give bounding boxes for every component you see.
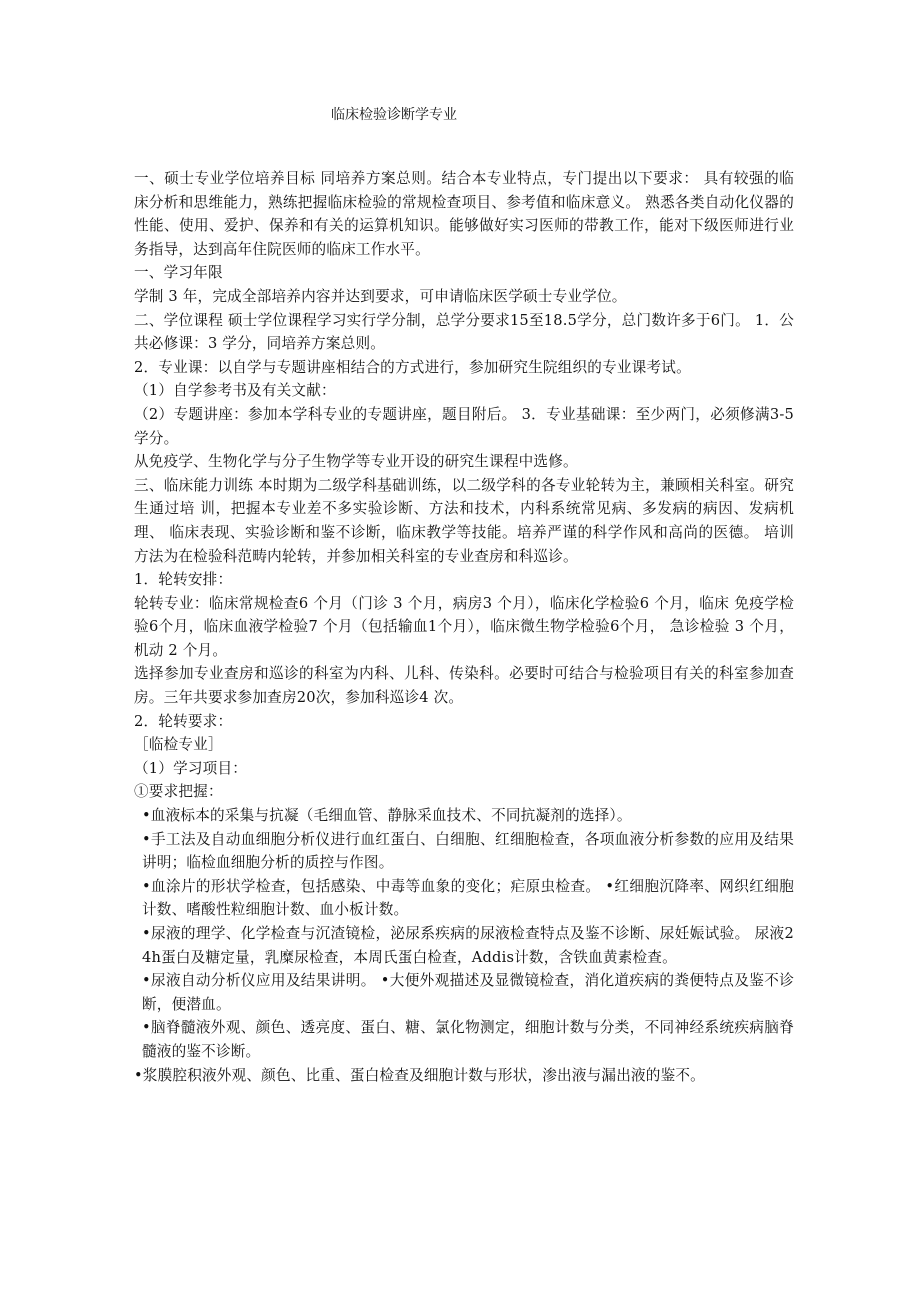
paragraph-specialty-course: 2．专业课：以自学与专题讲座相结合的方式进行，参加研究生院组织的专业课考试。	[134, 358, 691, 376]
list-item-serous-effusion: •浆膜腔积液外观、颜色、比重、蛋白检查及细胞计数与形状，渗出液与漏出液的鉴不。	[134, 1066, 705, 1084]
list-item-blood-sampling: •血液标本的采集与抗凝（毛细血管、静脉采血技术、不同抗凝剂的选择）。	[142, 807, 632, 825]
paragraph-rotation-specialties: 轮转专业：临床常规检查6 个月（门诊 3 个月，病房3 个月），临床化学检验6 个月，临床 免疫学检验6个月，临床血液学检验7 个月（包括输血1个月），临床微生物学检验6个月， 急诊检验 3 个月，机动 2 个月。	[134, 594, 794, 659]
paragraph-self-study: （1）自学参考书及有关文献：	[134, 382, 336, 400]
heading-rotation-arrangement: 1．轮转安排：	[134, 571, 233, 589]
heading-rotation-requirements: 2．轮转要求：	[134, 712, 233, 730]
paragraph-study-duration: 学制 3 年，完成全部培养内容并达到要求，可申请临床医学硕士专业学位。	[134, 287, 627, 305]
paragraph-degree-courses: 二、学位课程 硕士学位课程学习实行学分制，总学分要求15至18.5学分，总门数许多于6门。 1．公共必修课：3 学分，同培养方案总则。	[134, 311, 794, 353]
list-item-urinalysis: •尿液的理学、化学检查与沉渣镜检，泌尿系疾病的尿液检查特点及鉴不诊断、尿妊娠试验。 尿液24h蛋白及糖定量，乳糜尿检查，本周氏蛋白检查，Addis计数，含铁血黄素检查。	[142, 925, 794, 966]
heading-must-master: ①要求把握：	[134, 783, 223, 801]
paragraph-ward-rounds: 选择参加专业查房和巡诊的科室为内科、儿科、传染科。必要时可结合与检验项目有关的科室参加查房。三年共要求参加查房20次，参加科巡诊4 次。	[134, 665, 794, 707]
document-body	[134, 167, 794, 1087]
list-item-blood-cell-analysis: •手工法及自动血细胞分析仪进行血红蛋白、白细胞、红细胞检查，各项血液分析参数的应用及结果讲明；临检血细胞分析的质控与作图。	[142, 830, 794, 872]
paragraph-electives: 从免疫学、生物化学与分子生物学等专业开设的研究生课程中选修。	[134, 453, 578, 471]
document-title: 临床检验诊断学专业	[331, 107, 457, 123]
list-item-blood-smear: •血涂片的形状学检查，包括感染、中毒等血象的变化；疟原虫检查。 •红细胞沉降率、网织红细胞计数、嗜酸性粒细胞计数、血小板计数。	[142, 877, 794, 919]
heading-study-duration: 一、学习年限	[134, 264, 223, 282]
heading-study-items: （1）学习项目：	[134, 759, 248, 777]
paragraph-lectures: （2）专题讲座：参加本学科专业的专题讲座，题目附后。 3．专业基础课：至少两门，必须修满3-5 学分。	[134, 405, 794, 447]
list-item-csf: •脑脊髓液外观、颜色、透亮度、蛋白、糖、氯化物测定，细胞计数与分类，不同神经系统疾病脑脊髓液的鉴不诊断。	[142, 1019, 794, 1060]
paragraph-clinical-training: 三、临床能力训练 本时期为二级学科基础训练，以二级学科的各专业轮转为主，兼顾相关科室。研究生通过培 训，把握本专业差不多实验诊断、方法和技术，内科系统常见病、多发病的病因、发病机理、 临床表现、实验诊断和鉴不诊断，临床教学等技能。培养严谨的科学作风和高尚的医德。 培训方法为在检验科范畴内轮转，并参加相关科室的专业查房和科巡诊。	[134, 476, 794, 565]
heading-clinical-lab-specialty: ［临检专业］	[134, 736, 223, 754]
list-item-urine-analyzer: •尿液自动分析仪应用及结果讲明。 •大便外观描述及显微镜检查，消化道疾病的粪便特点及鉴不诊断，便潜血。	[142, 972, 794, 1013]
paragraph-training-goal: 一、硕士专业学位培养目标 同培养方案总则。结合本专业特点，专门提出以下要求： 具有较强的临床分析和思维能力，熟练把握临床检验的常规检查项目、参考值和临床意义。 熟悉各类自动化仪器的性能、使用、爱护、保养和有关的运算机知识。能够做好实习医师的带教工作，能对下级医师进行业务指导，达到高年住院医师的临床工作水平。	[134, 170, 794, 258]
